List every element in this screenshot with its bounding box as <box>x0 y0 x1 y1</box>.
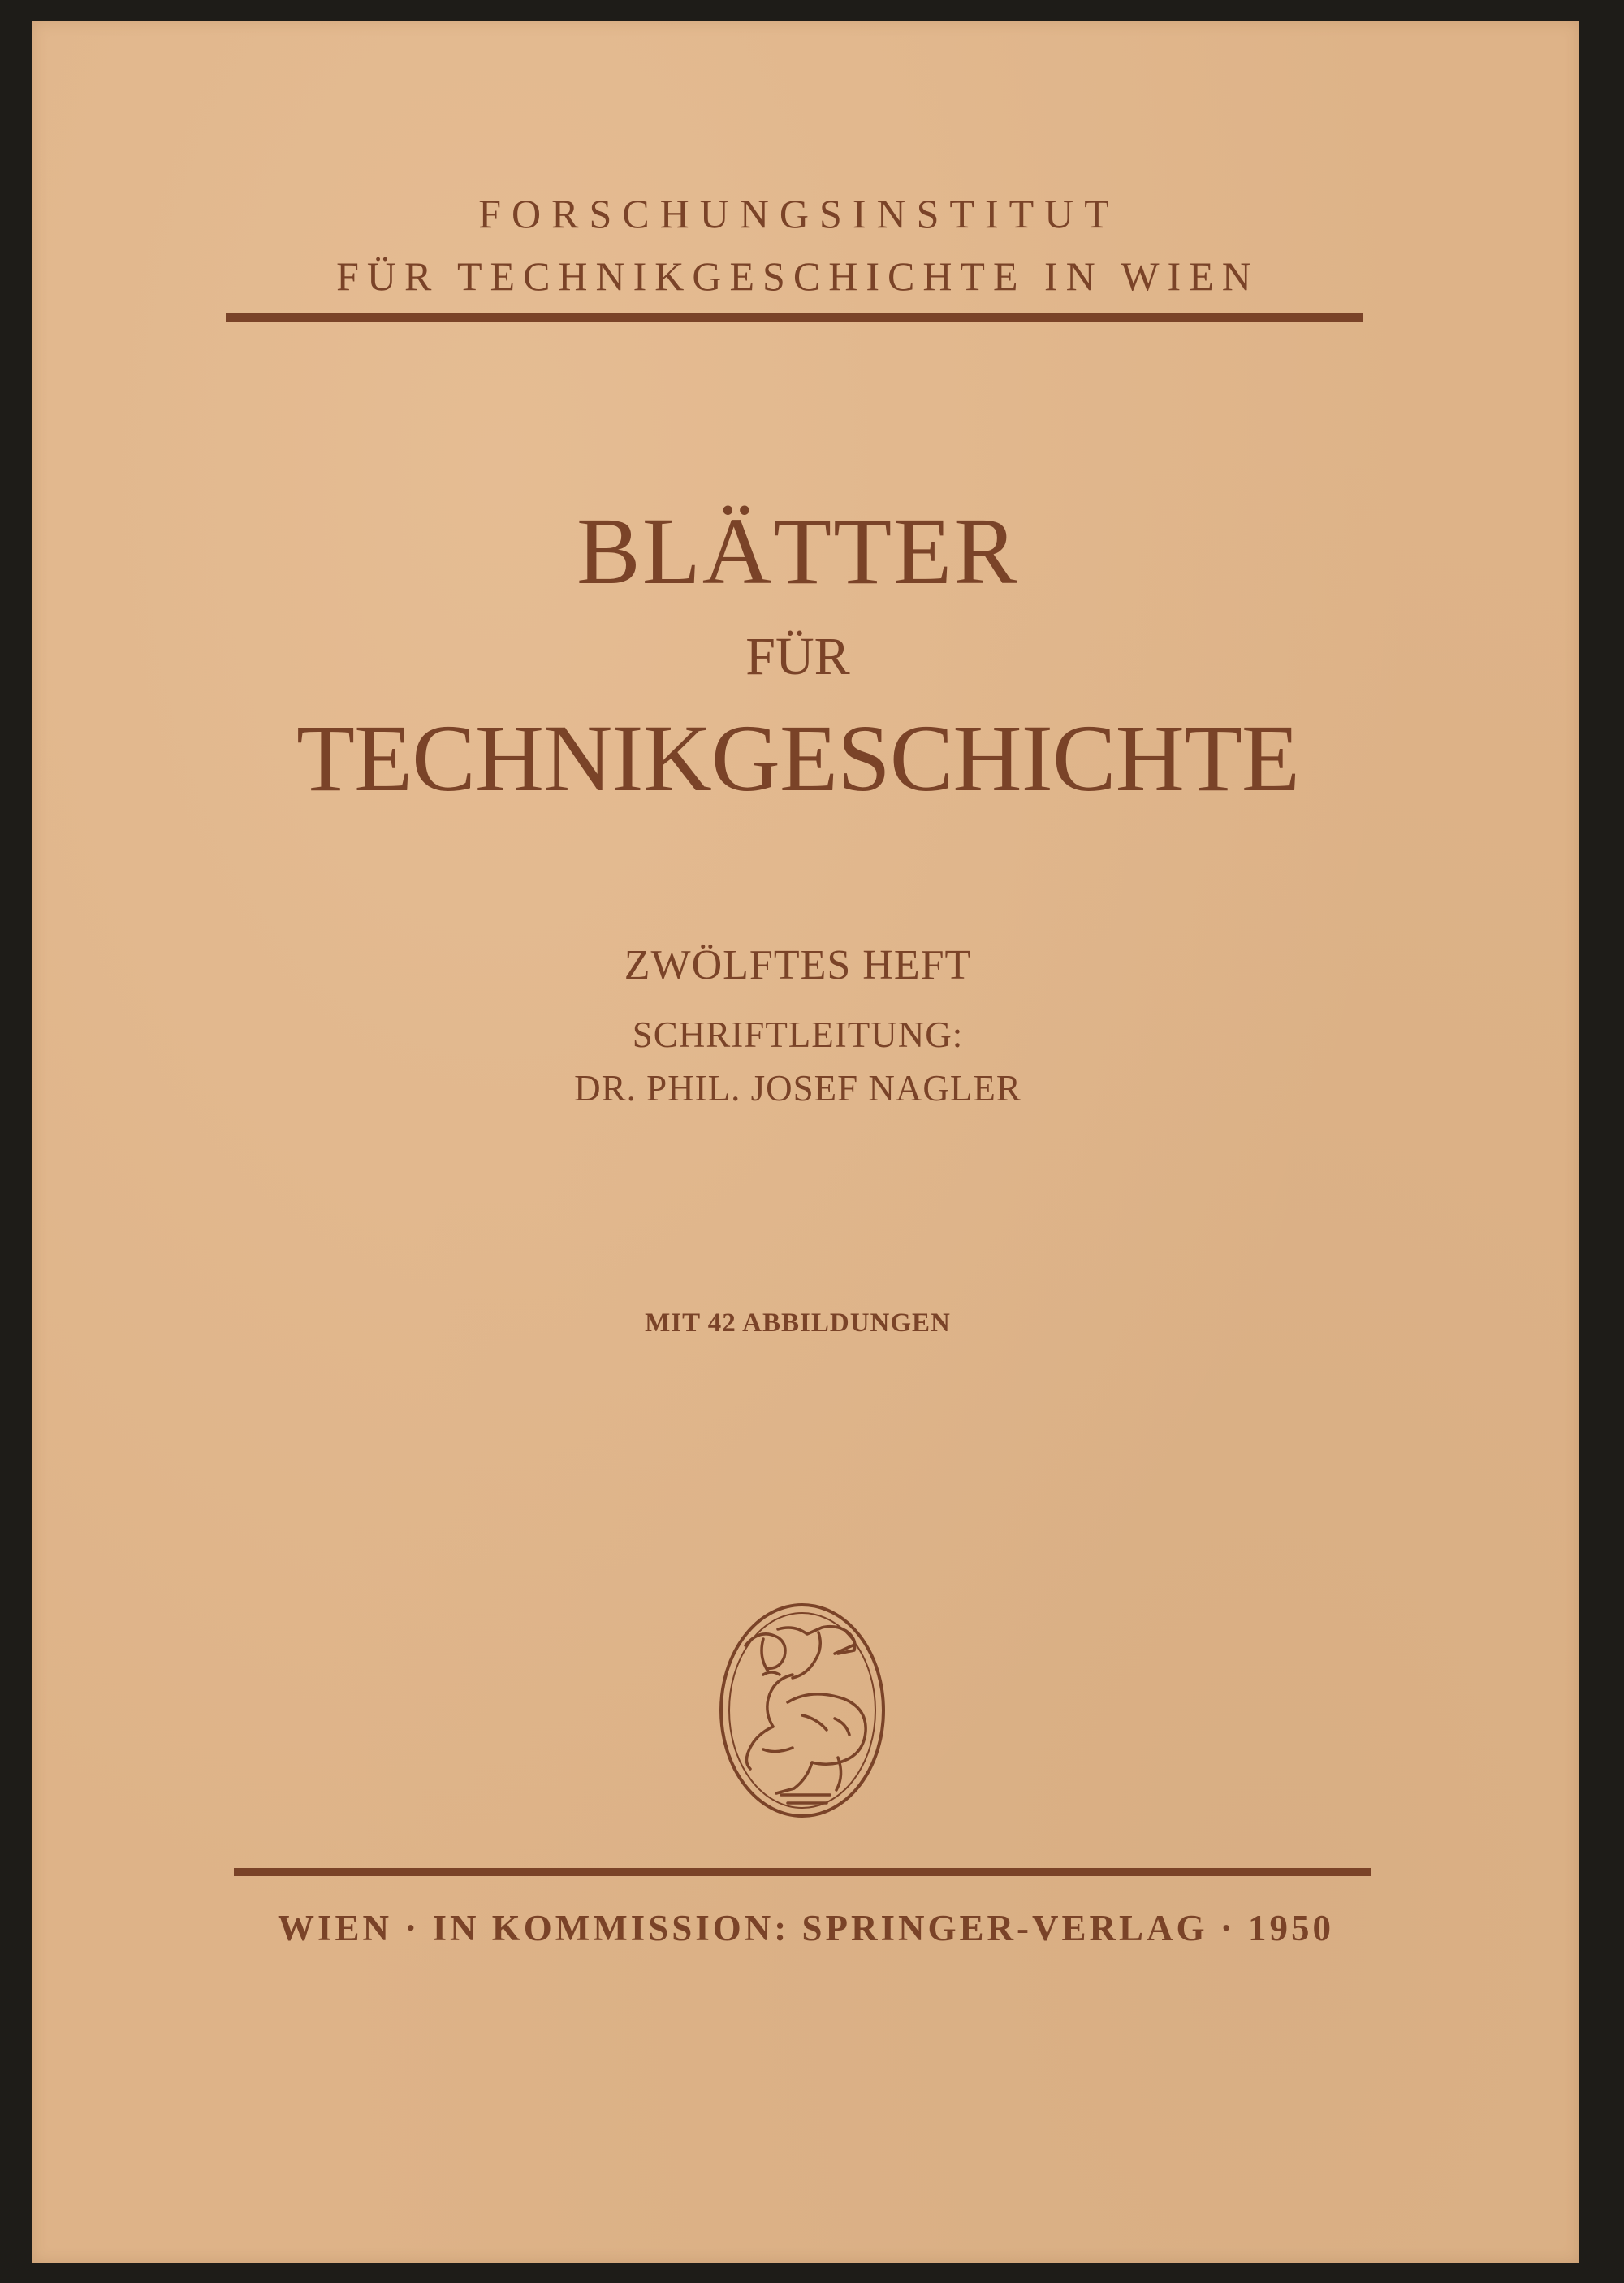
title-line3: TECHNIKGESCHICHTE <box>296 705 1300 811</box>
book-cover <box>32 21 1579 2263</box>
top-divider <box>226 313 1363 322</box>
editorship-label: SCHRIFTLEITUNG: <box>632 1014 964 1055</box>
title-line1: BLÄTTER <box>577 498 1019 604</box>
publisher-line: WIEN · IN KOMMISSION: SPRINGER-VERLAG · 1950 <box>277 1908 1335 1948</box>
editor-name: DR. PHIL. JOSEF NAGLER <box>574 1068 1021 1109</box>
issue-label: ZWÖLFTES HEFT <box>624 942 972 988</box>
rider-on-horse-emblem-icon <box>713 1597 892 1824</box>
bottom-divider <box>234 1868 1371 1876</box>
title-line2: FÜR <box>745 627 850 686</box>
institute-name-line2: FÜR TECHNIKGESCHICHTE IN WIEN <box>336 253 1259 299</box>
institute-name-line1: FORSCHUNGSINSTITUT <box>478 191 1120 236</box>
illustrations-count: MIT 42 ABBILDUNGEN <box>645 1308 951 1338</box>
